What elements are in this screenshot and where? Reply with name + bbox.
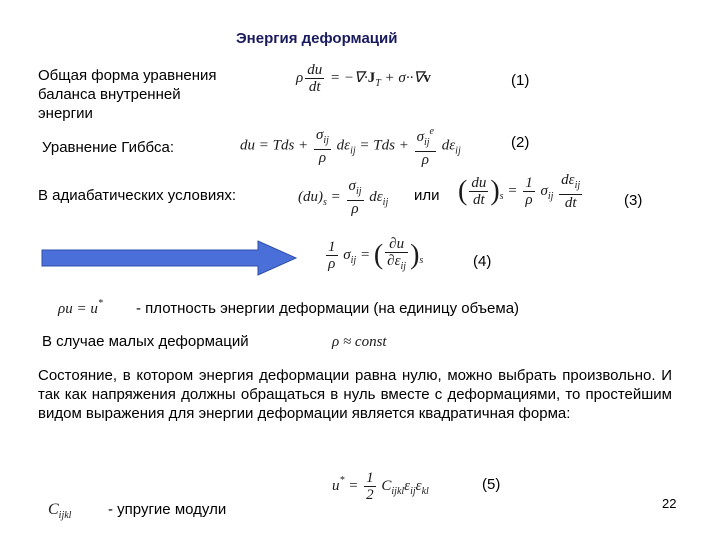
- page-title: Энергия деформаций: [236, 30, 398, 47]
- label-gibbs: Уравнение Гиббса:: [42, 139, 174, 156]
- equation-number-4: (4): [473, 253, 492, 270]
- label-or: или: [414, 187, 440, 204]
- equation-4: $\frac{1}{\rho}$ $\sigma_{ij}$ = ( $\frac{\partial u}{\partial\varepsilon_{ij}}$ )$_s$: [328, 236, 424, 272]
- equation-1: ρ $\frac{du}{dt}$ = $-\nabla\cdot J_T + \sigma\cdot\cdot\nabla v$: [296, 62, 431, 95]
- label-small-deformations: В случае малых деформаций: [42, 333, 249, 350]
- paragraph: Состояние, в котором энергия деформации равна нулю, можно выбрать произвольно. И так как напряжения должны обращаться в нуль вместе с деформациями, то простейшим видом выражения для энергии деформации является квадратичная форма:: [38, 367, 672, 422]
- equation-number-5: (5): [482, 476, 501, 493]
- equation-number-3: (3): [624, 192, 643, 209]
- equation-5: u* = $\frac{1}{2}$ $C_{ijkl}\varepsilon_{ij}\varepsilon_{kl}$: [332, 470, 429, 503]
- const-formula: ρ ≈ const: [332, 334, 387, 350]
- equation-3a: $(du)_s$ = $\frac{\sigma_{ij}}{\rho}$ $d\varepsilon_{ij}$: [298, 178, 389, 217]
- cijkl-symbol: $C_{ijkl}$: [48, 501, 72, 521]
- equation-2: du = Tds + $\frac{\sigma_{ij}}{\rho}$ $d\varepsilon_{ij}$ = Tds + $\frac{\sigma_{ij}^e}{\rho}$ $d\varepsilon_{ij}$: [240, 126, 461, 168]
- equation-number-1: (1): [511, 72, 530, 89]
- equation-3b: ( $\frac{du}{dt}$ )$_s$ = $\frac{1}{\rho}$ $\sigma_{ij}$ $\frac{d\varepsilon_{ij}}{dt}$: [458, 172, 581, 211]
- density-formula: ρu = u*: [58, 298, 103, 317]
- page-number: 22: [662, 496, 677, 511]
- label-general-form: Общая форма уравнения баланса внутренней энергии: [38, 67, 217, 122]
- equation-number-2: (2): [511, 134, 530, 151]
- label-density: - плотность энергии деформации (на единицу объема): [136, 300, 520, 317]
- blue-arrow: [40, 238, 300, 278]
- label-adiabatic: В адиабатических условиях:: [38, 187, 236, 204]
- label-elastic-moduli: - упругие модули: [108, 501, 227, 518]
